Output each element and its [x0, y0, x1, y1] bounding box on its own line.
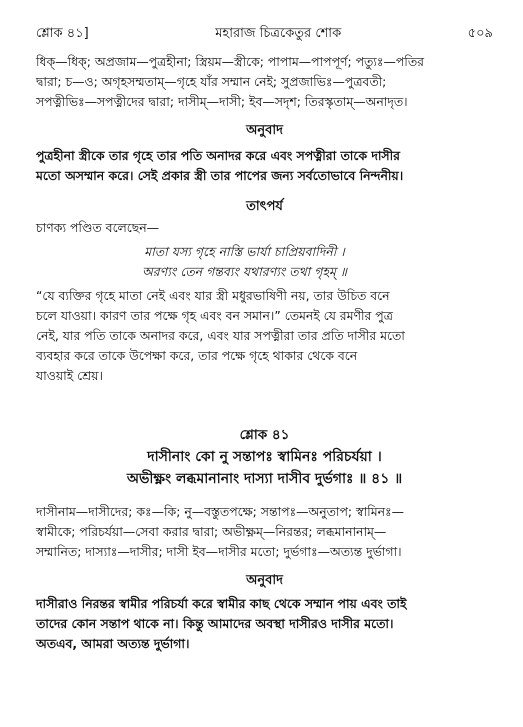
purport-line: যাওয়াই শ্রেয়।	[36, 368, 103, 383]
purport-line: নেই, যার পতি তাকে অনাদর করে, এবং যার সপত্নীরা তার প্রতি দাসীর মতো	[36, 328, 405, 343]
sloka-text	[36, 446, 493, 490]
purport-intro: চাণক্য পণ্ডিত বলেছেন—	[36, 220, 160, 235]
page-header	[36, 26, 493, 42]
translation-text	[36, 594, 493, 654]
translation-line: পুত্রহীনা স্ত্রীকে তার গৃহে তার পতি অনাদর করে এবং সপত্নীরা তাকে দাসীর	[36, 148, 400, 163]
purport-line: “যে ব্যক্তির গৃহে মাতা নেই এবং যার স্ত্রী মধুরভাষিণী নয়, তার উচিত বনে	[36, 288, 390, 303]
translation-heading: অনুবাদ	[246, 573, 283, 588]
header-verse-ref: শ্লোক ৪১]	[36, 26, 89, 41]
synonyms-top	[36, 52, 493, 112]
purport-heading: তাৎপর্য	[246, 199, 283, 214]
synonyms-line: দ্বারা; চ—ও; অগৃহসম্মতাম্—গৃহে যাঁর সম্মান নেই; সুপ্রজাভিঃ—পুত্রবতী;	[36, 74, 387, 89]
purport-verse-line: মাতা যস্য গৃহে নাস্তি ভার্যা চাপ্রিয়বাদিনী ।	[144, 244, 345, 259]
header-chapter-title: মহারাজ চিত্রকেতুর শোক	[215, 26, 342, 41]
sloka-line: দাসীনাং কো নু সন্তাপঃ স্বামিনঃ পরিচর্যয়া ।	[147, 449, 382, 465]
synonyms-line: দাসীনাম—দাসীদের; কঃ—কি; নু—বস্তুতপক্ষে; সন্তাপঃ—অনুতাপ; স্বামিনঃ—	[36, 504, 404, 519]
purport-verse-line: অরণ্যং তেন গন্তব্যং যথারণ্যং তথা গৃহম্ ॥	[141, 264, 348, 279]
synonyms-bottom	[36, 502, 493, 562]
synonyms-line: সপত্নীভিঃ—সপত্নীদের দ্বারা; দাসীম্—দাসী; ইব—সদৃশ; তিরস্কৃতাম্—অনাদৃত।	[36, 94, 408, 109]
translation-heading: অনুবাদ	[246, 123, 283, 138]
purport-line: চলে যাওয়া। কারণ তার পক্ষে গৃহ এবং বন সমান।” তেমনই যে রমণীর পুত্র	[36, 308, 393, 323]
synonyms-line: ধিক্—ধিক্; অপ্রজাম—পুত্রহীনা; স্ত্রিয়ম—স্ত্রীকে; পাপাম—পাপপূর্ণ; পত্যুঃ—পতির	[36, 54, 424, 69]
sloka-heading: শ্লোক ৪১	[239, 427, 290, 443]
purport-line: ব্যবহার করে তাকে উপেক্ষা করে, তার পক্ষে গৃহে থাকার থেকে বনে	[36, 348, 358, 363]
header-page-number: ৫০৯	[467, 26, 493, 41]
sloka-line: অভীক্ষ্ণং লব্ধমানানাং দাস্যা দাসীব দুর্ভগাঃ ॥ ৪১ ॥	[126, 471, 403, 487]
purport-text	[36, 286, 493, 386]
translation-line: অতএব, আমরা অত্যন্ত দুর্ভাগা।	[36, 636, 190, 651]
translation-line: তাদের কোন সন্তাপ থাকে না। কিন্তু আমাদের অবস্থা দাসীরও দাসীর মতো।	[36, 616, 394, 631]
purport-verse	[36, 242, 493, 282]
translation-line: মতো অসম্মান করে। সেই প্রকার স্ত্রী তার পাপের জন্য সর্বতোভাবে নিন্দনীয়।	[36, 168, 404, 183]
translation-line: দাসীরাও নিরন্তর স্বামীর পরিচর্যা করে স্বামীর কাছ থেকে সম্মান পায় এবং তাই	[36, 596, 407, 611]
synonyms-line: স্বামীকে; পরিচর্যয়া—সেবা করার দ্বারা; অভীক্ষ্ণম্—নিরন্তর; লব্ধমানানাম্—	[36, 524, 387, 539]
synonyms-line: সম্মানিত; দাস্যাঃ—দাসীর; দাসী ইব—দাসীর মতো; দুর্ভগাঃ—অত্যন্ত দুর্ভাগা।	[36, 544, 402, 559]
translation-text	[36, 146, 493, 186]
